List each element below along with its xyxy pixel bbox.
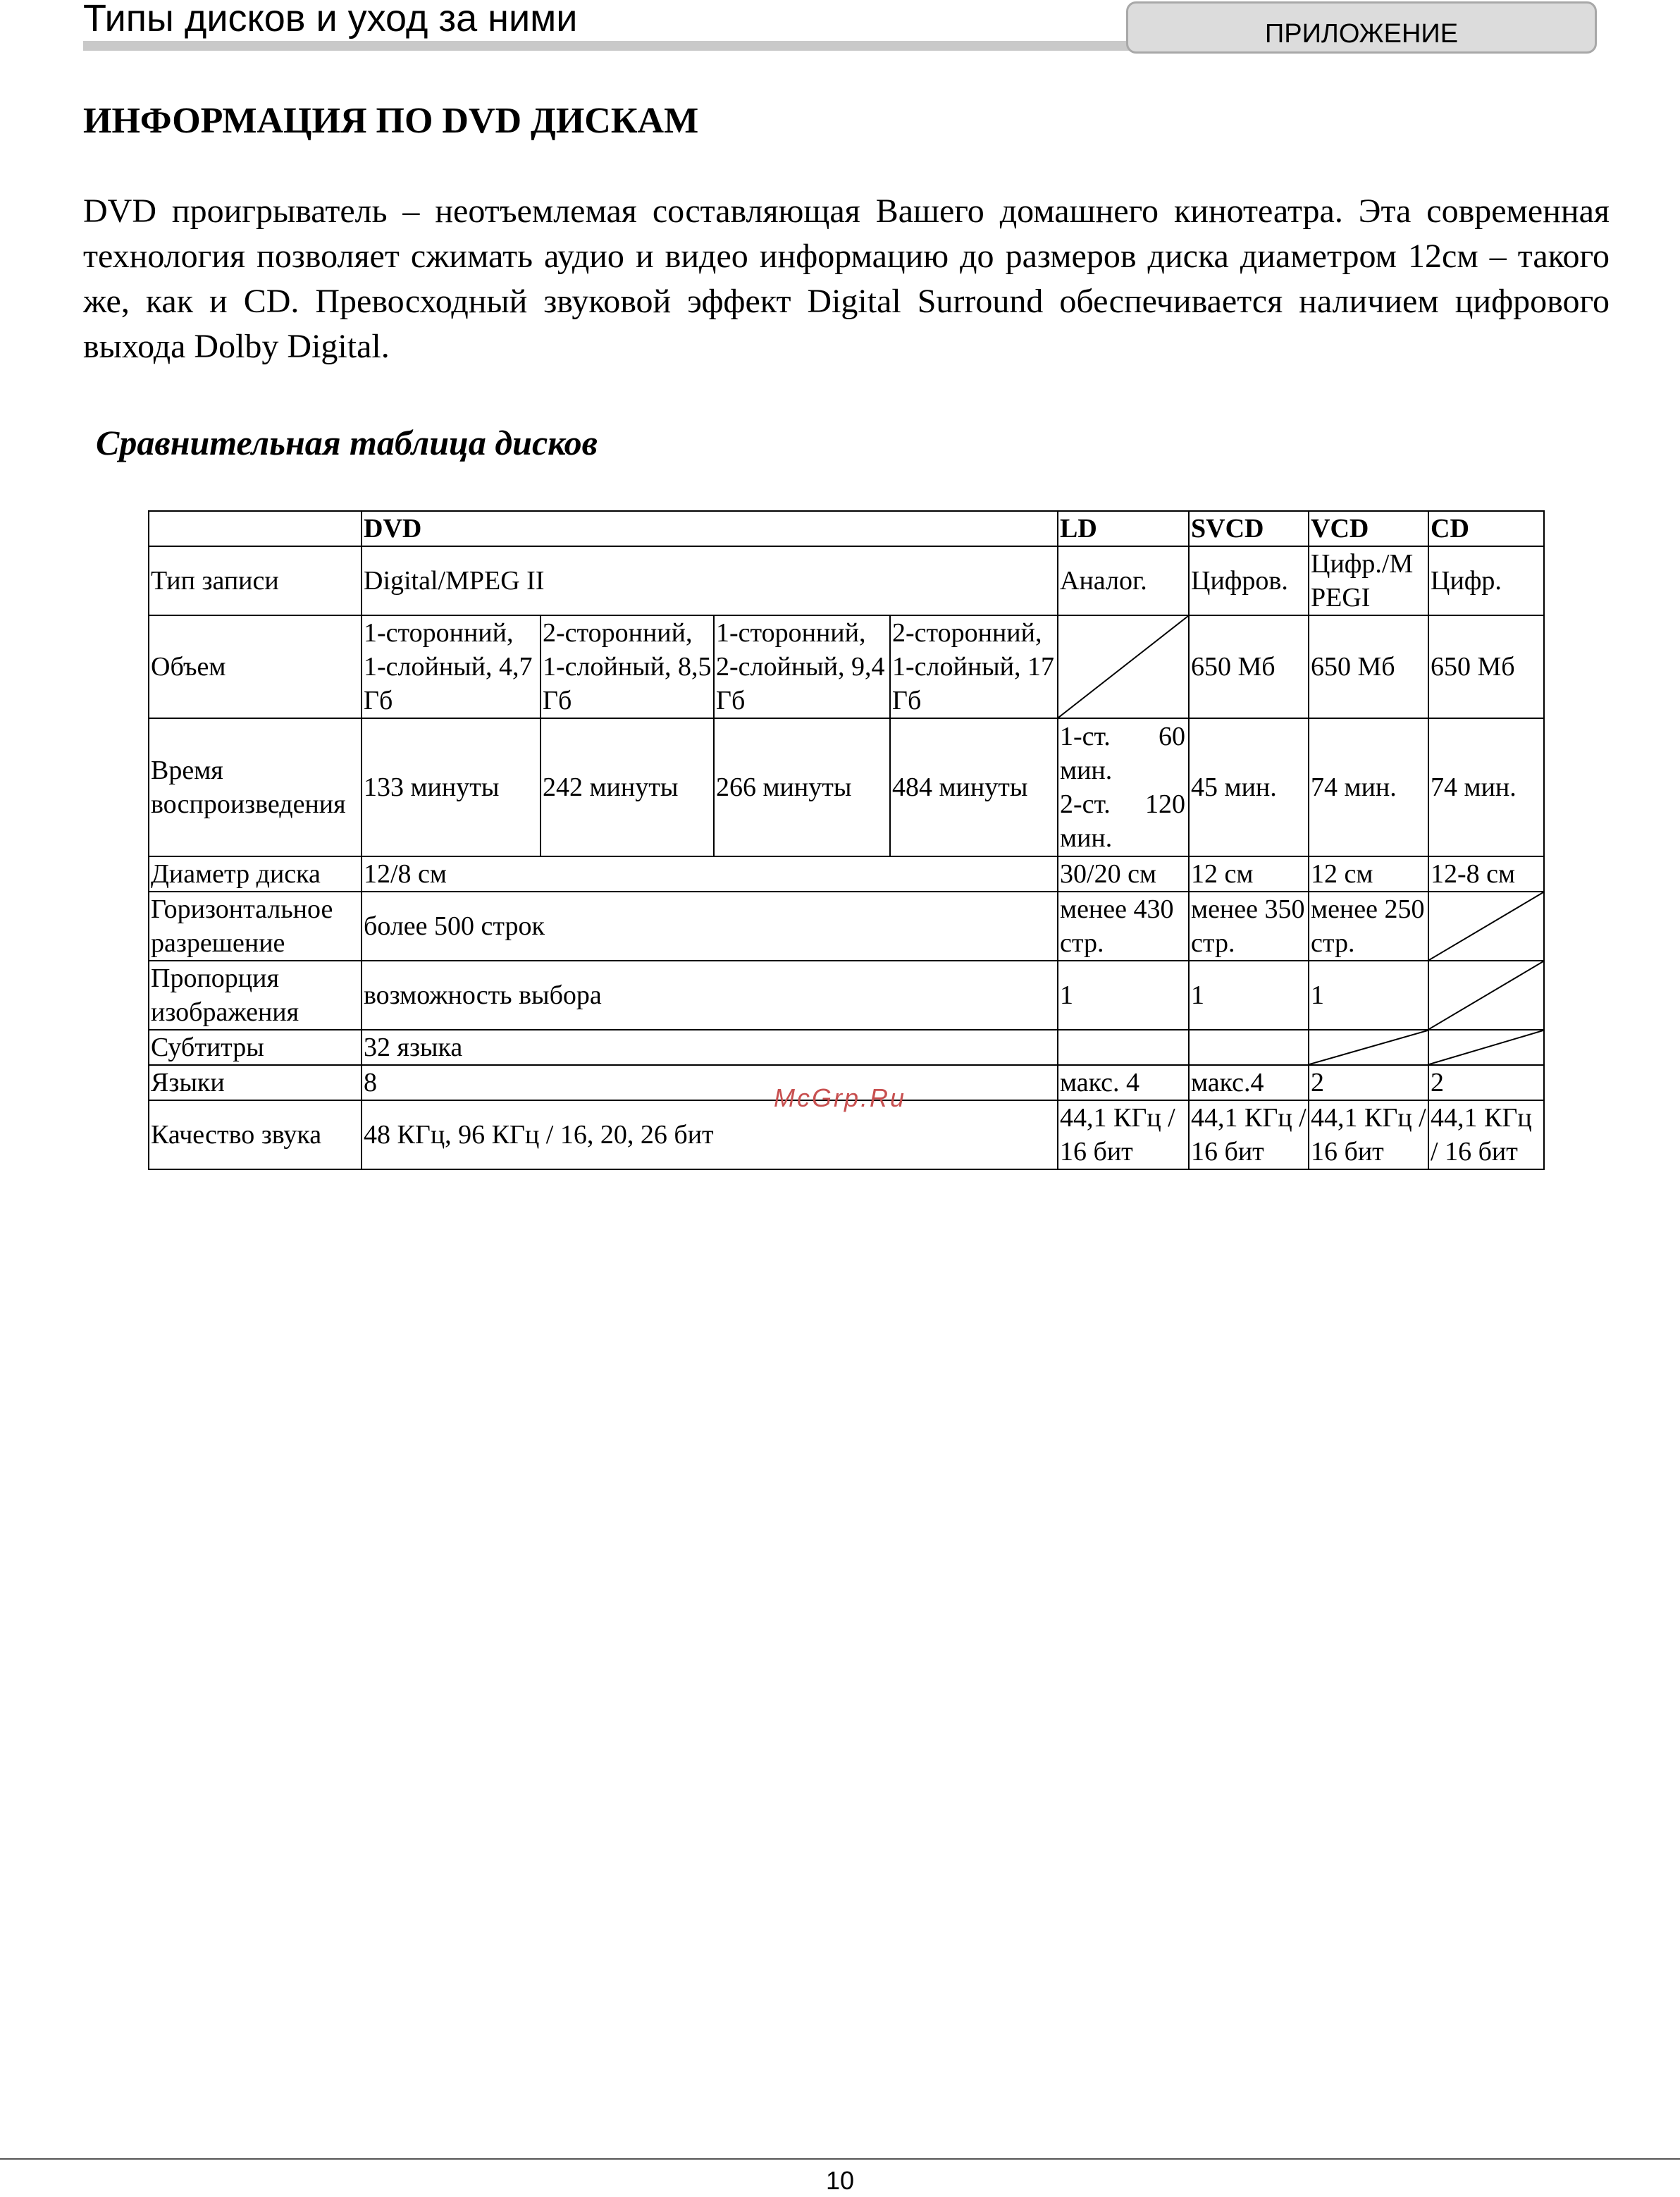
table-cell: 12 см xyxy=(1189,856,1309,892)
table-cell: возможность выбора xyxy=(362,961,1058,1030)
table-cell: 32 языка xyxy=(362,1030,1058,1065)
table-cell: 1-сторонний, 2-слойный, 9,4 Гб xyxy=(714,615,890,718)
section-title: Типы дисков и уход за ними xyxy=(83,0,578,39)
table-cell: Цифров. xyxy=(1189,546,1309,615)
diagonal-line xyxy=(1429,892,1543,960)
table-cell: менее 350 стр. xyxy=(1189,892,1309,961)
table-cell: 2-сторонний, 1-слойный, 8,5 Гб xyxy=(541,615,714,718)
col-header-dvd: DVD xyxy=(362,511,1058,546)
table-cell: Цифр. xyxy=(1428,546,1544,615)
table-cell: Digital/MPEG II xyxy=(362,546,1058,615)
table-cell: 484 минуты xyxy=(890,718,1058,856)
page-number: 10 xyxy=(825,2166,855,2195)
appendix-tab: ПРИЛОЖЕНИЕ xyxy=(1126,1,1597,54)
table-cell: 650 Мб xyxy=(1309,615,1428,718)
table-cell: макс.4 xyxy=(1189,1065,1309,1100)
row-label: Время воспроизведения xyxy=(149,718,362,856)
col-header-ld: LD xyxy=(1058,511,1189,546)
row-label: Объем xyxy=(149,615,362,718)
col-header-cd: CD xyxy=(1428,511,1544,546)
table-cell: Аналог. xyxy=(1058,546,1189,615)
table-cell: 2 xyxy=(1309,1065,1428,1100)
diagonal-line xyxy=(1429,961,1543,1029)
table-cell: менее 430 стр. xyxy=(1058,892,1189,961)
table-cell: более 500 строк xyxy=(362,892,1058,961)
table-cell xyxy=(1058,718,1189,856)
intro-paragraph: DVD проигрыватель – неотъемлемая составляющая Вашего домашнего кинотеатра. Эта современная технология позволяет сжимать аудио и видео информацию до размеров диска диаметром 12см – такого же, как и CD. Превосходный звуковой эффект Digital Surround обеспечивается наличием цифрового выхода Dolby Digital. xyxy=(83,192,1610,365)
empty-cell-diagonal xyxy=(1309,1030,1428,1065)
table-cell: 650 Мб xyxy=(1189,615,1309,718)
table-cell: менее 250 стр. xyxy=(1309,892,1428,961)
table-cell: 266 минуты xyxy=(714,718,890,856)
ld-playtime-1: 1-ст. 60 мин. xyxy=(1060,722,1186,785)
table-cell: 44,1 КГц / 16 бит xyxy=(1058,1100,1189,1169)
table-cell: 12/8 см xyxy=(362,856,1058,892)
row-label: Качество звука xyxy=(149,1100,362,1169)
table-cell: 48 КГц, 96 КГц / 16, 20, 26 бит xyxy=(362,1100,1058,1169)
disc-comparison-table xyxy=(148,510,1545,1170)
table-cell: 1 xyxy=(1309,961,1428,1030)
row-label: Диаметр диска xyxy=(149,856,362,892)
diagonal-line xyxy=(1309,1030,1428,1064)
table-caption: Сравнительная таблица дисков xyxy=(96,423,598,462)
row-label: Горизонтальное разрешение xyxy=(149,892,362,961)
empty-cell-diagonal xyxy=(1058,615,1189,718)
table-cell: макс. 4 xyxy=(1058,1065,1189,1100)
empty-cell-diagonal xyxy=(1428,961,1544,1030)
table-cell xyxy=(1189,1030,1309,1065)
diagonal-line xyxy=(1058,616,1188,718)
table-cell: 30/20 см xyxy=(1058,856,1189,892)
table-cell: Цифр./MPEGI xyxy=(1309,546,1428,615)
table-row xyxy=(149,511,1544,546)
col-header-svcd: SVCD xyxy=(1189,511,1309,546)
table-cell: 1 xyxy=(1189,961,1309,1030)
col-header-vcd: VCD xyxy=(1309,511,1428,546)
header-rule xyxy=(83,41,1140,51)
watermark: McGrp.Ru xyxy=(774,1083,907,1112)
table-cell: 12-8 см xyxy=(1428,856,1544,892)
row-label: Языки xyxy=(149,1065,362,1100)
table-cell: 650 Мб xyxy=(1428,615,1544,718)
table-row xyxy=(149,546,1544,615)
table-cell xyxy=(1058,1030,1189,1065)
table-cell: 242 минуты xyxy=(541,718,714,856)
table-cell: 44,1 КГц / 16 бит xyxy=(1428,1100,1544,1169)
table-cell: 12 см xyxy=(1309,856,1428,892)
table-cell: 133 минуты xyxy=(362,718,541,856)
table-cell: 2-сторонний, 1-слойный, 17 Гб xyxy=(890,615,1058,718)
table-cell: 74 мин. xyxy=(1309,718,1428,856)
table-cell: 8 xyxy=(362,1065,1058,1100)
empty-cell-diagonal xyxy=(1428,1030,1544,1065)
table-cell: 45 мин. xyxy=(1189,718,1309,856)
table-row xyxy=(149,1030,1544,1065)
table-cell: 2 xyxy=(1428,1065,1544,1100)
table-row xyxy=(149,615,1544,718)
row-label: Пропорция изображения xyxy=(149,961,362,1030)
row-label: Тип записи xyxy=(149,546,362,615)
table-row xyxy=(149,892,1544,961)
table-row xyxy=(149,961,1544,1030)
diagonal-line xyxy=(1429,1030,1543,1064)
footer-rule xyxy=(0,2158,1680,2160)
table-cell: 44,1 КГц / 16 бит xyxy=(1189,1100,1309,1169)
table-cell: 44,1 КГц / 16 бит xyxy=(1309,1100,1428,1169)
table-cell: 74 мин. xyxy=(1428,718,1544,856)
table-cell xyxy=(149,511,362,546)
table-row xyxy=(149,718,1544,856)
table-row xyxy=(149,856,1544,892)
empty-cell-diagonal xyxy=(1428,892,1544,961)
row-label: Субтитры xyxy=(149,1030,362,1065)
table-cell: 1 xyxy=(1058,961,1189,1030)
page-heading: ИНФОРМАЦИЯ ПО DVD ДИСКАМ xyxy=(83,101,699,141)
ld-playtime-2: 2-ст. 120 мин. xyxy=(1060,789,1186,853)
table-cell: 1-сторонний, 1-слойный, 4,7 Гб xyxy=(362,615,541,718)
